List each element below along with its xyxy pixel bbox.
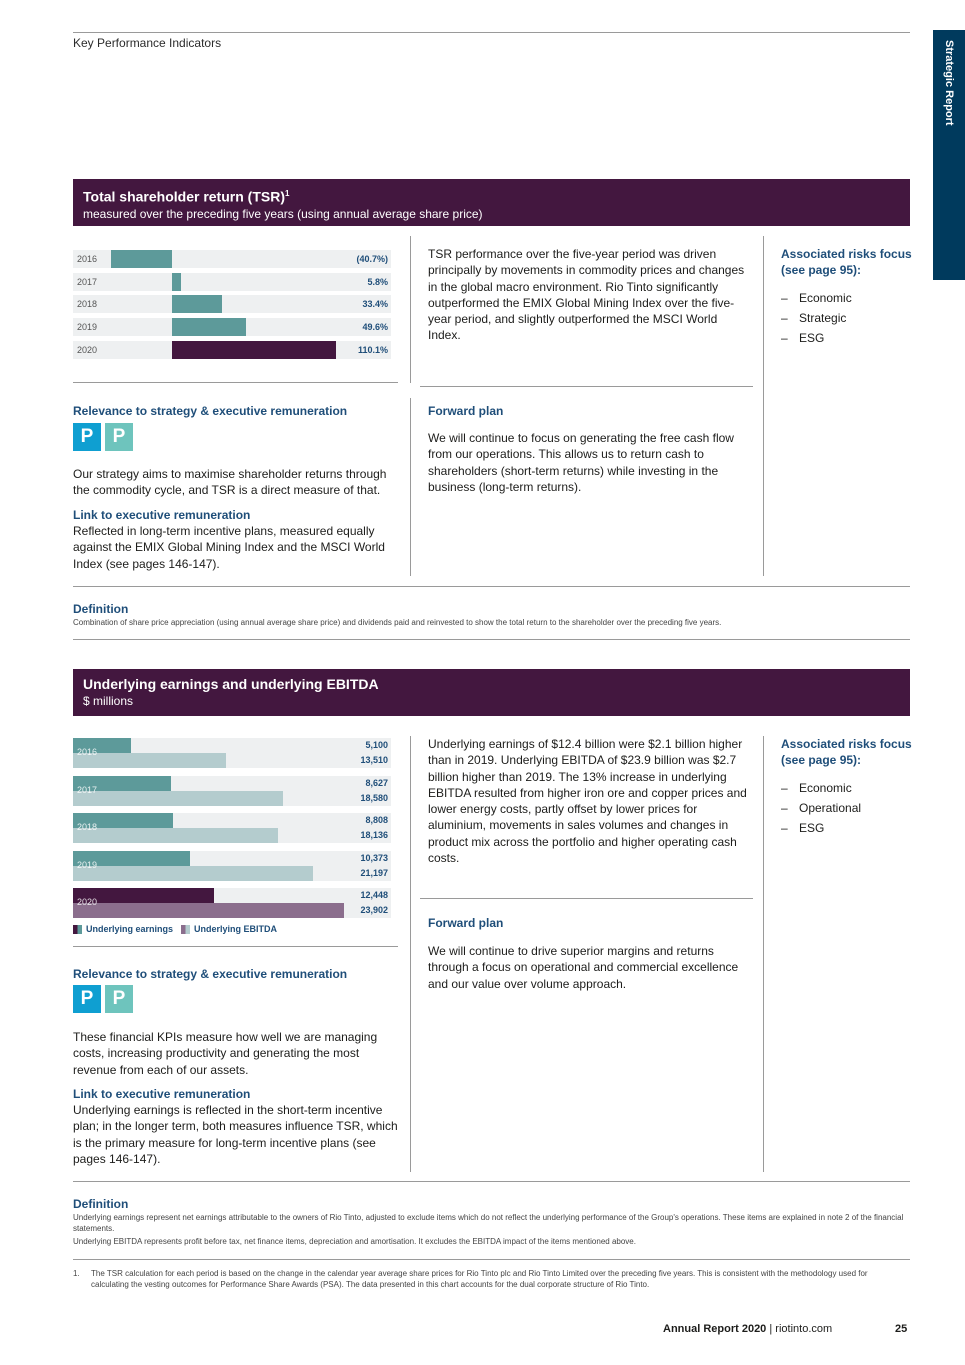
earnings-row: [73, 776, 391, 806]
tsr-year-label: 2019: [77, 322, 98, 333]
legend-swatch-ebitda: [181, 925, 190, 934]
earnings-value-label: 12,448: [360, 890, 388, 900]
tsr-value-label: 110.1%: [357, 344, 388, 355]
legend-swatch-earnings: [73, 925, 82, 934]
earnings-row: [73, 738, 391, 768]
earnings-legend: [73, 924, 277, 934]
risk-item: – Economic: [781, 778, 916, 798]
footnote-text: The TSR calculation for each period is based on the change in the calendar year average share prices for Rio Tinto plc and Rio Tinto Limited over the preceding five years. This is consistent with the methodology used for calculating the vesting outcomes for Performance Share Awards (PSA). The data presented in this chart accounts for the dual corporate structure of Rio Tinto.: [91, 1269, 868, 1289]
earnings-link-heading: Link to executive remuneration: [73, 1087, 251, 1101]
tsr-value-label: 49.6%: [362, 322, 388, 333]
risk-item: – Strategic: [781, 308, 916, 328]
tsr-forward-text: We will continue to focus on generating the free cash flow from our operations. This allows us to return cash to shareholders (short-term returns) while investing in the business (long-term returns).: [428, 431, 734, 494]
earnings-year-label: 2017: [77, 784, 98, 795]
ebitda-bar: [73, 866, 313, 881]
ebitda-bar: [73, 828, 278, 843]
earnings-subtitle: $ millions: [83, 694, 134, 708]
tsr-subtitle: measured over the preceding five years (using annual average share price): [83, 206, 483, 221]
earnings-value-label: 5,100: [365, 740, 388, 750]
earnings-forward-heading: Forward plan: [428, 916, 504, 930]
earnings-row: [73, 813, 391, 843]
earnings-risks-heading: Associated risks focus (see page 95):: [781, 737, 912, 767]
ebitda-value-label: 23,902: [360, 905, 388, 915]
page-header: Key Performance Indicators: [73, 36, 222, 50]
tsr-definition-text: Combination of share price appreciation (using annual average share price) and dividends paid and reinvested to show the total return to the shareholder over the preceding five years.: [73, 618, 722, 627]
earnings-relevance-text: These financial KPIs measure how well we are managing costs, increasing productivity and generating the most revenue from each of our assets.: [73, 1030, 378, 1077]
earnings-desc-rule: [420, 898, 753, 899]
earnings-value-label: 8,808: [365, 815, 388, 825]
p-badge: P: [73, 985, 101, 1013]
footer-site[interactable]: riotinto.com: [775, 1323, 833, 1335]
earnings-chart-rule: [73, 946, 398, 947]
tsr-link-text: Reflected in long-term incentive plans, measured equally against the EMIX Global Mining Index and the MSCI World Index (see pages 146-147).: [73, 524, 385, 571]
earnings-row: [73, 888, 391, 918]
tsr-row: [73, 341, 391, 359]
tsr-year-label: 2016: [77, 254, 98, 264]
tsr-row: [73, 273, 391, 291]
earnings-year-label: 2018: [77, 822, 98, 832]
legend-label-earnings: Underlying earnings: [86, 924, 174, 934]
tsr-banner: [73, 179, 910, 226]
earnings-row: [73, 851, 391, 881]
tsr-bar: [172, 341, 336, 359]
footer-separator: |: [769, 1323, 773, 1335]
earnings-divider-2: [763, 736, 764, 1172]
ebitda-bar: [73, 791, 283, 806]
earnings-def-rule-top: [73, 1181, 910, 1182]
tsr-title-sup: 1: [284, 189, 290, 198]
ebitda-value-label: 13,510: [360, 755, 388, 765]
risk-item: – ESG: [781, 818, 916, 838]
ebitda-value-label: 18,580: [360, 792, 388, 803]
earnings-year-label: 2020: [77, 897, 98, 907]
tsr-def-rule-bottom: [73, 639, 910, 640]
earnings-definition-heading: Definition: [73, 1197, 129, 1211]
earnings-risk-list: [781, 778, 916, 838]
earnings-divider-1: [410, 736, 411, 1172]
earnings-link-text: Underlying earnings is reflected in the short-term incentive plan; in the longer term, both measures influence TSR, which is the primary measure for long-term incentive plans (see pages 146-147).: [73, 1103, 398, 1166]
tsr-title: Total shareholder return (TSR)$^1$: [83, 188, 290, 205]
tsr-row: [73, 318, 391, 336]
tsr-divider-2: [763, 236, 764, 576]
ebitda-value-label: 21,197: [360, 867, 388, 878]
tsr-chart-rule: [73, 382, 398, 383]
risk-item: – ESG: [781, 328, 916, 348]
earnings-def-rule-bottom: [73, 1259, 910, 1260]
earnings-value-label: 8,627: [365, 777, 388, 788]
page-number: 25: [895, 1323, 908, 1335]
tsr-bar: [111, 250, 172, 268]
risk-item: – Economic: [781, 288, 916, 308]
tsr-risk-list: [781, 288, 916, 348]
tsr-definition-heading: Definition: [73, 602, 129, 616]
tsr-divider-3: [410, 398, 411, 576]
footer-report: [663, 1323, 832, 1335]
tsr-forward-heading: Forward plan: [428, 404, 504, 418]
earnings-year-label: 2019: [77, 859, 98, 870]
tsr-relevance-heading: Relevance to strategy & executive remuneration: [73, 404, 348, 418]
earnings-risks: [781, 736, 916, 838]
p-badge: P: [105, 985, 133, 1013]
earnings-relevance-heading: Relevance to strategy & executive remuneration: [73, 967, 348, 981]
top-rule: [73, 32, 910, 33]
tsr-desc-rule: [420, 386, 753, 387]
p-badge: P: [105, 423, 133, 451]
tsr-value-label: (40.7%): [356, 254, 388, 264]
ebitda-value-label: 18,136: [360, 830, 388, 840]
tsr-year-label: 2017: [77, 276, 98, 287]
earnings-year-label: 2016: [77, 747, 98, 757]
tsr-description: TSR performance over the five-year period was driven principally by movements in commodity prices and changes in the global macro environment. Rio Tinto significantly outperformed the EMIX Global Mining Index over the five-year period, and slightly outperformed the MSCI World Index.: [428, 247, 745, 343]
tsr-bar: [172, 318, 246, 336]
tsr-def-rule-top: [73, 586, 910, 587]
earnings-value-label: 10,373: [360, 852, 388, 863]
tsr-row: [73, 295, 391, 313]
tsr-row: [73, 250, 391, 268]
footer-report-title: Annual Report 2020: [663, 1323, 767, 1335]
side-tab[interactable]: [933, 30, 965, 280]
tsr-bar: [172, 295, 222, 313]
risk-item: – Operational: [781, 798, 916, 818]
earnings-description: Underlying earnings of $12.4 billion were $2.1 billion higher than in 2019. Underlying EBITDA of $23.9 billion was $2.7 billion higher than 2019. The 13% increase in underlying EBITDA resulted from higher iron ore and copper prices and lower energy costs, partly offset by lower prices for aluminium, movements in sales volumes and changes in product mix across the portfolio and higher operating cash costs.: [428, 737, 747, 866]
tsr-risks-heading: Associated risks focus (see page 95):: [781, 247, 912, 277]
tsr-value-label: 33.4%: [362, 299, 388, 310]
earnings-banner: [73, 669, 910, 716]
tsr-risks: [781, 246, 916, 348]
earnings-forward-text: We will continue to drive superior margins and returns through a focus on operational and commercial excellence and our value over volume approach.: [428, 944, 739, 991]
tsr-relevance-text: Our strategy aims to maximise shareholder returns through the commodity cycle, and TSR is a direct measure of that.: [73, 467, 387, 498]
tsr-year-label: 2020: [77, 344, 98, 355]
earnings-definition-text-2: Underlying EBITDA represents profit before tax, net finance items, depreciation and amortisation. It excludes the EBITDA impact of the items mentioned above.: [73, 1237, 636, 1246]
tsr-year-label: 2018: [77, 299, 98, 310]
ebitda-bar: [73, 903, 344, 918]
p-badge: P: [73, 423, 101, 451]
side-tab-label: Strategic Report: [943, 40, 955, 126]
tsr-value-label: 5.8%: [367, 276, 388, 287]
footnote-number: 1.: [73, 1269, 80, 1278]
earnings-definition-text-1: Underlying earnings represent net earnings attributable to the owners of Rio Tinto, adjusted to exclude items which do not reflect the underlying performance of the Group's operations. These items are explained in note 2 of the financial statements.: [73, 1213, 904, 1233]
tsr-divider-1: [410, 236, 411, 383]
earnings-title: Underlying earnings and underlying EBITDA: [83, 676, 379, 692]
tsr-link-heading: Link to executive remuneration: [73, 508, 251, 522]
legend-label-ebitda: Underlying EBITDA: [194, 924, 278, 934]
tsr-bar: [172, 273, 181, 291]
